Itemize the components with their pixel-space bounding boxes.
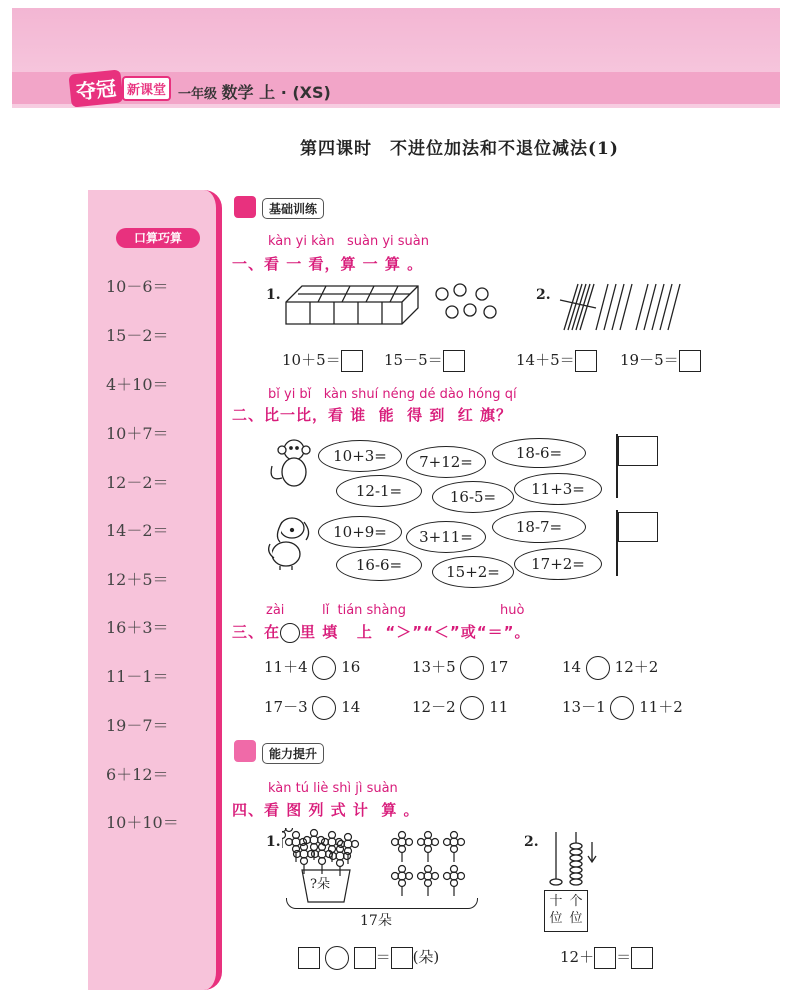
unit-label: (朵) — [412, 948, 440, 966]
compare-right: 17 — [489, 658, 509, 676]
circle-symbol — [280, 623, 300, 643]
q3-pinyin-c: huò — [500, 603, 525, 618]
compare-left: 14 — [562, 658, 582, 676]
compare-left: 11＋4 — [264, 658, 308, 676]
answer-box[interactable] — [443, 350, 465, 372]
total-bracket — [286, 898, 478, 909]
answer-box[interactable] — [594, 947, 616, 969]
equation-text: 12＋ — [560, 948, 595, 966]
q3-title-b: 里 填 上 “＞”“＜”或“＝”。 — [300, 623, 531, 641]
abacus-base — [544, 890, 588, 932]
sidebar-calc-item: 12＋5＝ — [106, 570, 169, 589]
race-oval: 17+2= — [514, 548, 602, 580]
compare-left: 13－1 — [562, 698, 606, 716]
compare-circle[interactable] — [312, 696, 336, 720]
compare-circle[interactable] — [460, 656, 484, 680]
flag-icon — [618, 436, 658, 466]
section-basic-badge: 基础训练 — [262, 198, 324, 219]
compare-left: 12－2 — [412, 698, 456, 716]
equation-text: 14＋5＝ — [516, 351, 575, 369]
race-oval: 15+2= — [432, 556, 514, 588]
race-oval: 16-5= — [432, 481, 514, 513]
sidebar-calc-item: 14－2＝ — [106, 521, 169, 540]
q4-equation-1: ＝ (朵) — [298, 946, 439, 970]
race-oval: 10+3= — [318, 440, 402, 472]
compare-left: 13＋5 — [412, 658, 456, 676]
sidebar-calc-item: 6＋12＝ — [106, 765, 169, 784]
q1-part2-label: 2. — [536, 287, 551, 303]
signpost-icon — [234, 740, 256, 762]
flag-icon — [618, 512, 658, 542]
total-label: 17朵 — [360, 913, 392, 929]
section-ability-badge: 能力提升 — [262, 743, 324, 764]
equation-text: 15－5＝ — [384, 351, 443, 369]
subject-label: 数学 上 · (XS) — [221, 83, 331, 102]
sidebar-calc-item: 12－2＝ — [106, 473, 169, 492]
apple-box-illustration — [284, 280, 514, 328]
race-oval: 7+12= — [406, 446, 486, 478]
race-oval: 12-1= — [336, 475, 422, 507]
compare-item — [412, 696, 508, 720]
compare-item — [264, 696, 360, 720]
sidebar-calc-item: 4＋10＝ — [106, 375, 169, 394]
race-oval: 10+9= — [318, 516, 402, 548]
q3-pinyin-a: zài — [266, 603, 285, 618]
sidebar-calc-item: 10－6＝ — [106, 277, 169, 296]
q4-part1-label: 1. — [266, 834, 281, 850]
race-oval: 16-6= — [336, 549, 422, 581]
q4-part2-label: 2. — [524, 834, 539, 850]
sticks-illustration — [556, 280, 686, 336]
race-oval: 18-7= — [492, 511, 586, 543]
compare-right: 16 — [341, 658, 361, 676]
dog-icon — [264, 512, 320, 572]
answer-box[interactable] — [391, 947, 413, 969]
compare-item — [412, 656, 508, 680]
brand-sub-logo: 新课堂 — [122, 76, 171, 101]
sidebar-calc-item: 19－7＝ — [106, 716, 169, 735]
grade-label: 一年级 — [178, 87, 218, 102]
compare-right: 11 — [489, 698, 509, 716]
oral-calc-sidebar — [88, 190, 222, 990]
race-oval: 11+3= — [514, 473, 602, 505]
q1-pinyin: kàn yi kàn suàn yi suàn — [268, 234, 429, 249]
q2-title: 二、比一比，看 谁 能 得 到 红 旗？ — [232, 406, 513, 424]
answer-box[interactable] — [575, 350, 597, 372]
compare-circle[interactable] — [460, 696, 484, 720]
compare-left: 17－3 — [264, 698, 308, 716]
operator-circle[interactable] — [325, 946, 349, 970]
q4-title: 四、看 图 列 式 计 算 。 — [232, 801, 420, 819]
ones-label: 个位 — [569, 894, 583, 926]
compare-circle[interactable] — [586, 656, 610, 680]
compare-circle[interactable] — [610, 696, 634, 720]
equation-text: 19－5＝ — [620, 351, 679, 369]
q1-equation — [384, 349, 465, 372]
monkey-icon — [264, 436, 316, 492]
q1-title: 一、看 一 看，算 一 算 。 — [232, 255, 424, 273]
abacus-icon — [544, 828, 604, 890]
answer-box[interactable] — [679, 350, 701, 372]
compare-right: 14 — [341, 698, 361, 716]
sidebar-title: 口算巧算 — [116, 228, 200, 248]
race-oval: 18-6= — [492, 438, 586, 468]
q2-pinyin: bǐ yi bǐ kàn shuí néng dé dào hóng qí — [268, 387, 517, 402]
sidebar-calc-item: 10＋10＝ — [106, 813, 179, 832]
equation-text: 10＋5＝ — [282, 351, 341, 369]
compare-item — [264, 656, 360, 680]
book-meta — [178, 80, 331, 103]
compare-right: 12＋2 — [614, 658, 659, 676]
q1-equation — [516, 349, 597, 372]
pot-label: ?朵 — [310, 877, 330, 892]
compare-right: 11＋2 — [639, 698, 683, 716]
q3-title — [232, 621, 531, 643]
q1-equation — [282, 349, 363, 372]
answer-box[interactable] — [354, 947, 376, 969]
sidebar-calc-item: 11－1＝ — [106, 667, 169, 686]
flowers-illustration — [282, 828, 482, 904]
q1-part1-label: 1. — [266, 287, 281, 303]
sidebar-calc-item: 16＋3＝ — [106, 618, 169, 637]
q3-title-a: 三、在 — [232, 623, 281, 641]
q4-pinyin: kàn tú liè shì jì suàn — [268, 781, 398, 796]
q4-equation-2: 12＋ ＝ — [560, 946, 653, 969]
answer-box[interactable] — [341, 350, 363, 372]
tens-label: 十位 — [549, 894, 563, 926]
sidebar-calc-item: 15－2＝ — [106, 326, 169, 345]
compare-item — [562, 696, 683, 720]
lesson-title: 第四课时 不进位加法和不退位减法(1) — [300, 139, 619, 159]
compare-item — [562, 656, 658, 680]
compare-circle[interactable] — [312, 656, 336, 680]
brand-logo: 夺冠 — [68, 69, 123, 107]
sidebar-calc-item: 10＋7＝ — [106, 424, 169, 443]
books-icon — [234, 196, 256, 218]
answer-box[interactable] — [631, 947, 653, 969]
q3-pinyin-b: lǐ tián shàng — [322, 603, 407, 618]
q1-equation — [620, 349, 701, 372]
answer-box[interactable] — [298, 947, 320, 969]
race-oval: 3+11= — [406, 521, 486, 553]
